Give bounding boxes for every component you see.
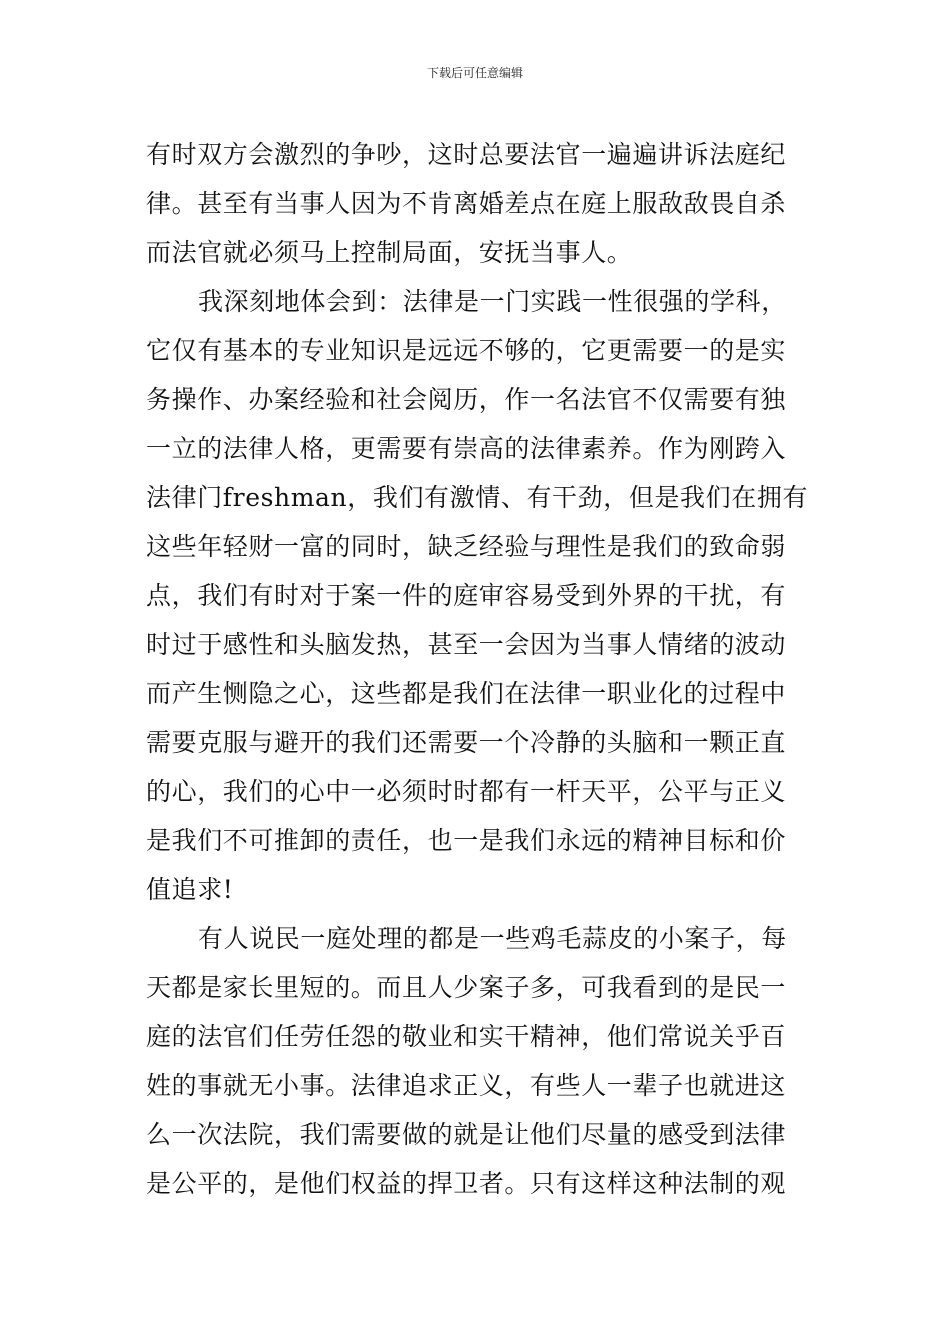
text-line: 有人说民一庭处理的都是一些鸡毛蒜皮的小案子，每 (198, 924, 787, 953)
text-line: 有时双方会激烈的争吵，这时总要法官一遍遍讲诉法庭纪 (146, 140, 787, 169)
text-line: 时过于感性和头脑发热，甚至一会因为当事人情绪的波动 (146, 630, 787, 659)
text-line: 它仅有基本的专业知识是远远不够的，它更需要一的是实 (146, 336, 787, 365)
text-line: 这些年轻财一富的同时，缺乏经验与理性是我们的致命弱 (146, 532, 787, 561)
paragraph (146, 277, 810, 914)
text-line: 值追求! (146, 875, 234, 904)
text-line: 法律门freshman，我们有激情、有干劲，但是我们在拥有 (146, 483, 809, 512)
text-line: 庭的法官们任劳任怨的敬业和实干精神，他们常说关乎百 (146, 1022, 787, 1051)
text-line: 是公平的，是他们权益的捍卫者。只有这样这种法制的观 (146, 1169, 787, 1198)
text-line: 天都是家长里短的。而且人少案子多，可我看到的是民一 (146, 973, 787, 1002)
paragraph (146, 914, 810, 1208)
text-line: 的心，我们的心中一必须时时都有一杆天平，公平与正义 (146, 777, 787, 806)
text-line: 而产生恻隐之心，这些都是我们在法律一职业化的过程中 (146, 679, 787, 708)
paragraph (146, 130, 810, 277)
text-line: 姓的事就无小事。法律追求正义，有些人一辈子也就进这 (146, 1071, 787, 1100)
text-line: 而法官就必须马上控制局面，安抚当事人。 (146, 238, 633, 267)
text-line: 务操作、办案经验和社会阅历，作一名法官不仅需要有独 (146, 385, 787, 414)
text-line: 是我们不可推卸的责任，也一是我们永远的精神目标和价 (146, 826, 787, 855)
text-line: 一立的法律人格，更需要有崇高的法律素养。作为刚跨入 (146, 434, 787, 463)
document-body (146, 130, 810, 1208)
text-line: 律。甚至有当事人因为不肯离婚差点在庭上服敌敌畏自杀 (146, 189, 787, 218)
page-header: 下载后可任意编辑 (426, 66, 523, 80)
text-line: 点，我们有时对于案一件的庭审容易受到外界的干扰，有 (146, 581, 787, 610)
text-line: 么一次法院，我们需要做的就是让他们尽量的感受到法律 (146, 1120, 787, 1149)
text-line: 我深刻地体会到：法律是一门实践一性很强的学科， (198, 287, 787, 316)
text-line: 需要克服与避开的我们还需要一个冷静的头脑和一颗正直 (146, 728, 787, 757)
